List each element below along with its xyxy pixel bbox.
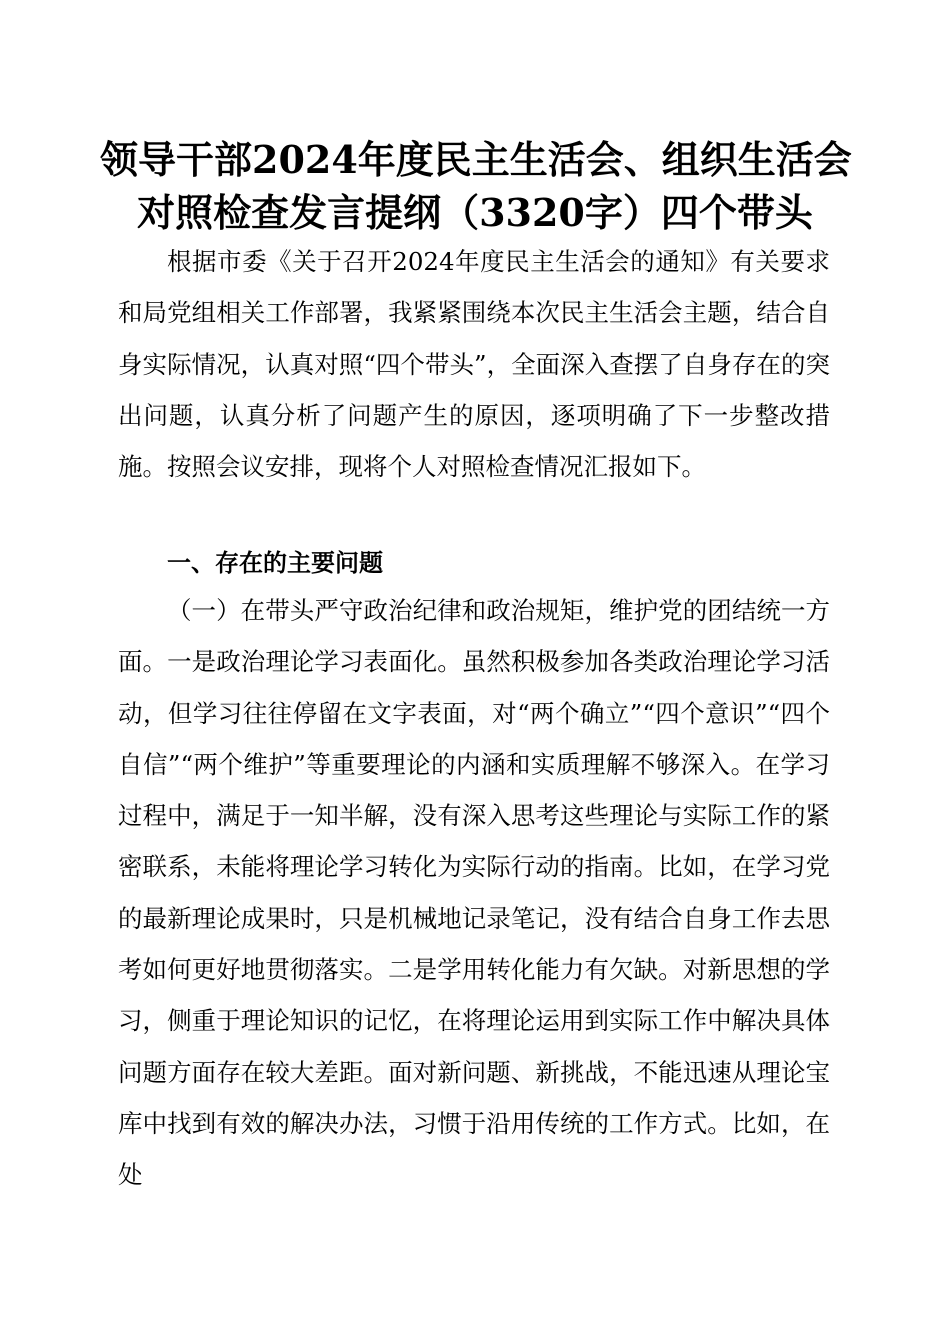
section-1-paragraph: （一）在带头严守政治纪律和政治规矩，维护党的团结统一方面。一是政治理论学习表面化。虽然积极参加各类政治理论学习活动，但学习往往停留在文字表面，对“两个确立”“四个意识”“四个自信”“两个维护”等重要理论的内涵和实质理解不够深入。在学习过程中，满足于一知半解，没有深入思考这些理论与实际工作的紧密联系，未能将理论学习转化为实际行动的指南。比如，在学习党的最新理论成果时，只是机械地记录笔记，没有结合自身工作去思考如何更好地贯彻落实。二是学用转化能力有欠缺。对新思想的学习，侧重于理论知识的记忆，在将理论运用到实际工作中解决具体问题方面存在较大差距。面对新问题、新挑战，不能迅速从理论宝库中找到有效的解决办法，习惯于沿用传统的工作方式。比如，在处 (118, 596, 830, 1190)
document-title-line-2: 对照检查发言提纲（3320字）四个带头 (137, 190, 813, 235)
document-title-line-1: 领导干部2024年度民主生活会、组织生活会 (100, 137, 852, 182)
section-heading-problems: 一、存在的主要问题 (167, 549, 383, 577)
intro-paragraph: 根据市委《关于召开2024年度民主生活会的通知》有关要求和局党组相关工作部署，我紧紧围绕本次民主生活会主题，结合自身实际情况，认真对照“四个带头”，全面深入查摆了自身存在的突出问题，认真分析了问题产生的原因，逐项明确了下一步整改措施。按照会议安排，现将个人对照检查情况汇报如下。 (118, 247, 830, 482)
